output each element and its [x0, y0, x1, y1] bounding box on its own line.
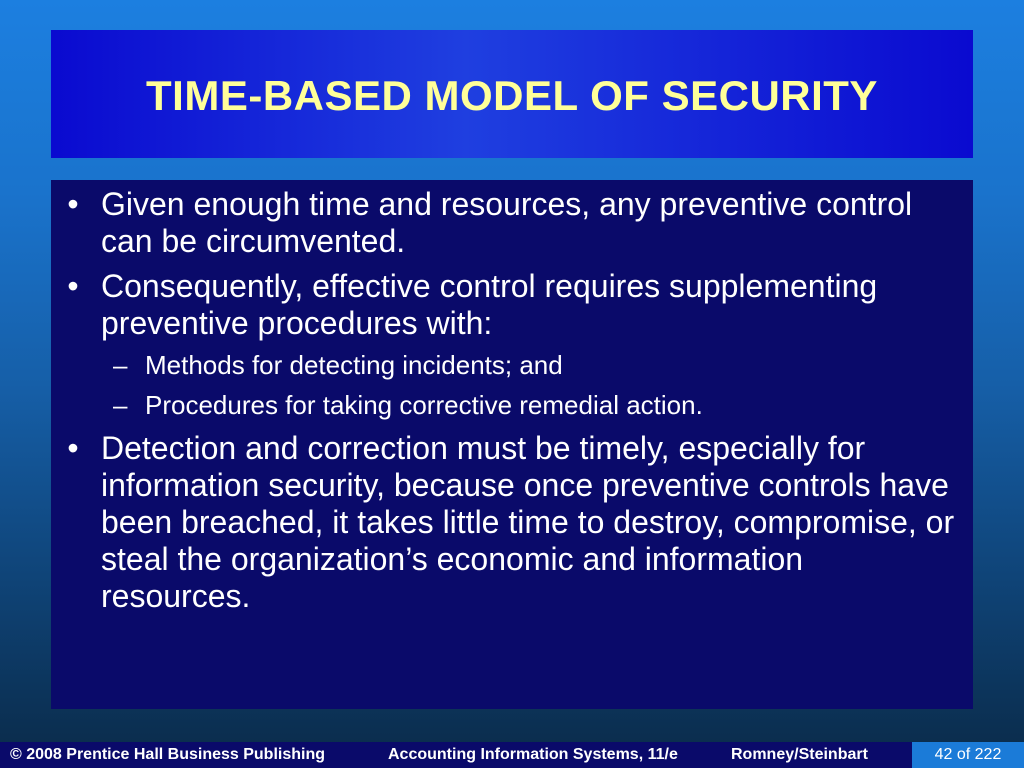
sub-bullet-text: Methods for detecting incidents; and: [145, 350, 563, 380]
sub-bullet-text: Procedures for taking corrective remedial action.: [145, 390, 703, 420]
sub-bullet-item: [51, 350, 961, 380]
bullet-list: [51, 186, 961, 342]
bullet-item: [51, 186, 961, 260]
bullet-text: Given enough time and resources, any preventive control can be circumvented.: [101, 186, 913, 259]
sub-bullet-list: [51, 350, 961, 420]
bullet-text: Consequently, effective control requires supplementing preventive procedures with:: [101, 268, 878, 341]
sub-bullet-item: [51, 390, 961, 420]
slide-title: TIME-BASED MODEL OF SECURITY: [146, 72, 878, 119]
title-banner: [51, 30, 973, 158]
bullet-list: [51, 430, 961, 615]
bullet-icon: •: [67, 268, 79, 304]
page-number: 42 of 222: [934, 746, 1002, 763]
bullet-text: Detection and correction must be timely, especially for information security, because once preventive controls have been breached, it takes little time to destroy, compromise, or steal the organization’s economic and information resources.: [101, 430, 955, 614]
footer-bar: [0, 742, 1024, 768]
content-panel: [51, 180, 973, 709]
bullet-item: [51, 268, 961, 342]
footer-copyright: © 2008 Prentice Hall Business Publishing: [10, 746, 326, 763]
dash-icon: –: [113, 350, 128, 380]
footer-book-title: Accounting Information Systems, 11/e: [388, 746, 678, 763]
footer-authors: Romney/Steinbart: [731, 746, 868, 763]
bullet-icon: •: [67, 430, 79, 466]
bullet-item: [51, 430, 961, 615]
dash-icon: –: [113, 390, 128, 420]
page-number-box: [912, 742, 1024, 768]
bullet-icon: •: [67, 186, 79, 222]
